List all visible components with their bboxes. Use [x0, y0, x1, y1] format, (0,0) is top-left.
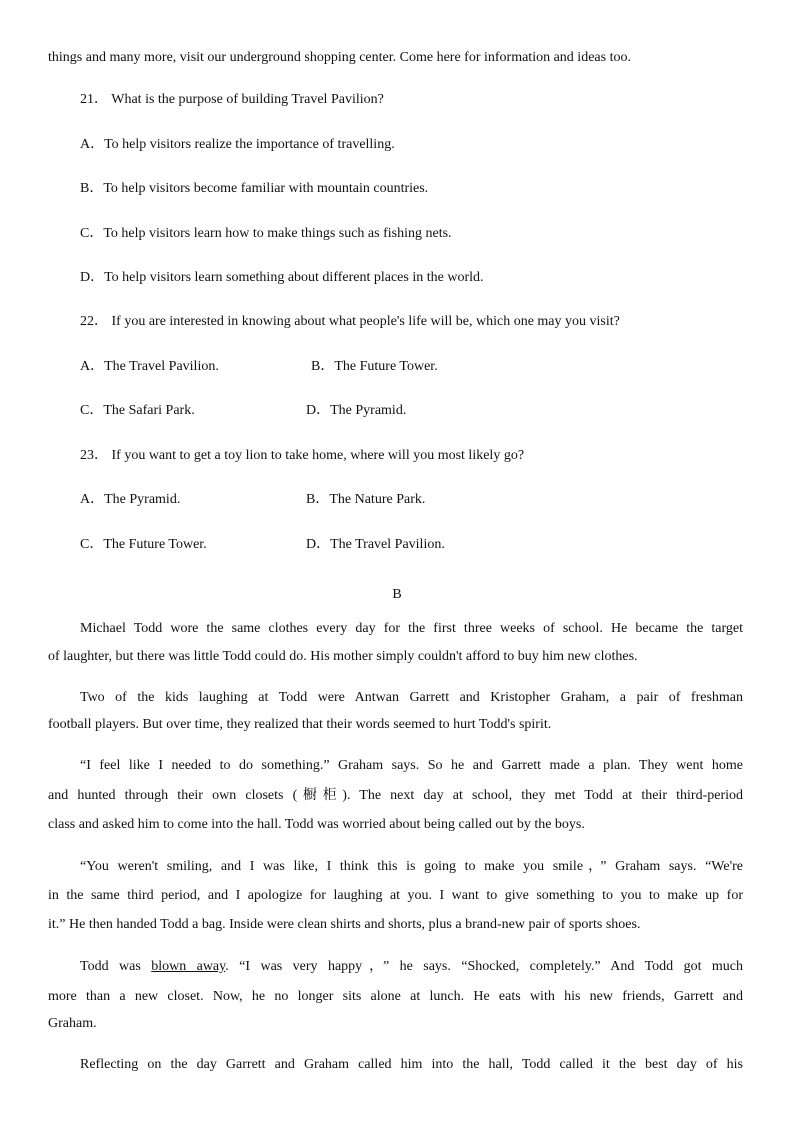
question-23-option-b: B．The Nature Park.: [306, 492, 426, 507]
section-heading: B: [392, 587, 402, 602]
passage-a-tail: things and many more, visit our underground shopping center. Come here for information and ideas too.: [48, 50, 631, 65]
paragraph-5-line-2: more than a new closet. Now, he no longer sits alone at lunch. He eats with his new friends, Garrett and: [48, 989, 743, 1004]
paragraph-5-line-1: [80, 958, 743, 976]
question-23-stem: 23． If you want to get a toy lion to take home, where will you most likely go?: [80, 448, 525, 463]
paragraph-2-line-1: Two of the kids laughing at Todd were Antwan Garrett and Kristopher Graham, a pair of freshman: [80, 690, 743, 705]
paragraph-1-line-2: of laughter, but there was little Todd could do. His mother simply couldn't afford to buy him new clothes.: [48, 649, 638, 664]
paragraph-1-line-1: Michael Todd wore the same clothes every day for the first three weeks of school. He became the target: [80, 621, 743, 636]
question-21-option-c: C．To help visitors learn how to make things such as fishing nets.: [80, 226, 452, 241]
question-22-option-d: D．The Pyramid.: [306, 403, 407, 418]
question-22-stem: 22． If you are interested in knowing about what people's life will be, which one may you visit?: [80, 314, 620, 329]
vocab-underlined-phrase: blown away: [151, 959, 226, 974]
question-22-option-c: C．The Safari Park.: [80, 403, 195, 418]
question-21-stem: 21． What is the purpose of building Travel Pavilion?: [80, 92, 384, 107]
question-22-option-b: B．The Future Tower.: [311, 359, 438, 374]
paragraph-4-line-1: “You weren't smiling, and I was like, I think this is going to make you smile，” Graham says. “We're: [80, 859, 743, 874]
question-21-option-b: B．To help visitors become familiar with mountain countries.: [80, 181, 429, 196]
paragraph-5-line-3: Graham.: [48, 1016, 97, 1031]
question-23-option-a: A．The Pyramid.: [80, 492, 181, 507]
paragraph-4-line-2: in the same third period, and I apologize for laughing at you. I want to give something to you to make up for: [48, 888, 743, 903]
paragraph-3-line-1: “I feel like I needed to do something.” Graham says. So he and Garrett made a plan. They went home: [80, 758, 743, 773]
question-23-option-d: D．The Travel Pavilion.: [306, 537, 445, 552]
paragraph-5-suffix: . “I was very happy，” he says. “Shocked, completely.” And Todd got much: [225, 959, 743, 974]
question-21-option-a: A．To help visitors realize the importance of travelling.: [80, 137, 395, 152]
paragraph-5-prefix: Todd was: [80, 959, 152, 974]
paragraph-6-line-1: Reflecting on the day Garrett and Graham called him into the hall, Todd called it the best day of his: [80, 1057, 743, 1072]
paragraph-4-line-3: it.” He then handed Todd a bag. Inside were clean shirts and shorts, plus a brand-new pair of sports shoes.: [48, 917, 641, 932]
question-23-option-c: C．The Future Tower.: [80, 537, 207, 552]
paragraph-2-line-2: football players. But over time, they realized that their words seemed to hurt Todd's spirit.: [48, 717, 552, 732]
paragraph-3-line-2: and hunted through their own closets (橱柜). The next day at school, they met Todd at their third-period: [48, 788, 743, 803]
question-22-option-a: A．The Travel Pavilion.: [80, 359, 219, 374]
question-21-option-d: D．To help visitors learn something about different places in the world.: [80, 270, 484, 285]
paragraph-3-line-3: class and asked him to come into the hall. Todd was worried about being called out by the boys.: [48, 817, 585, 832]
